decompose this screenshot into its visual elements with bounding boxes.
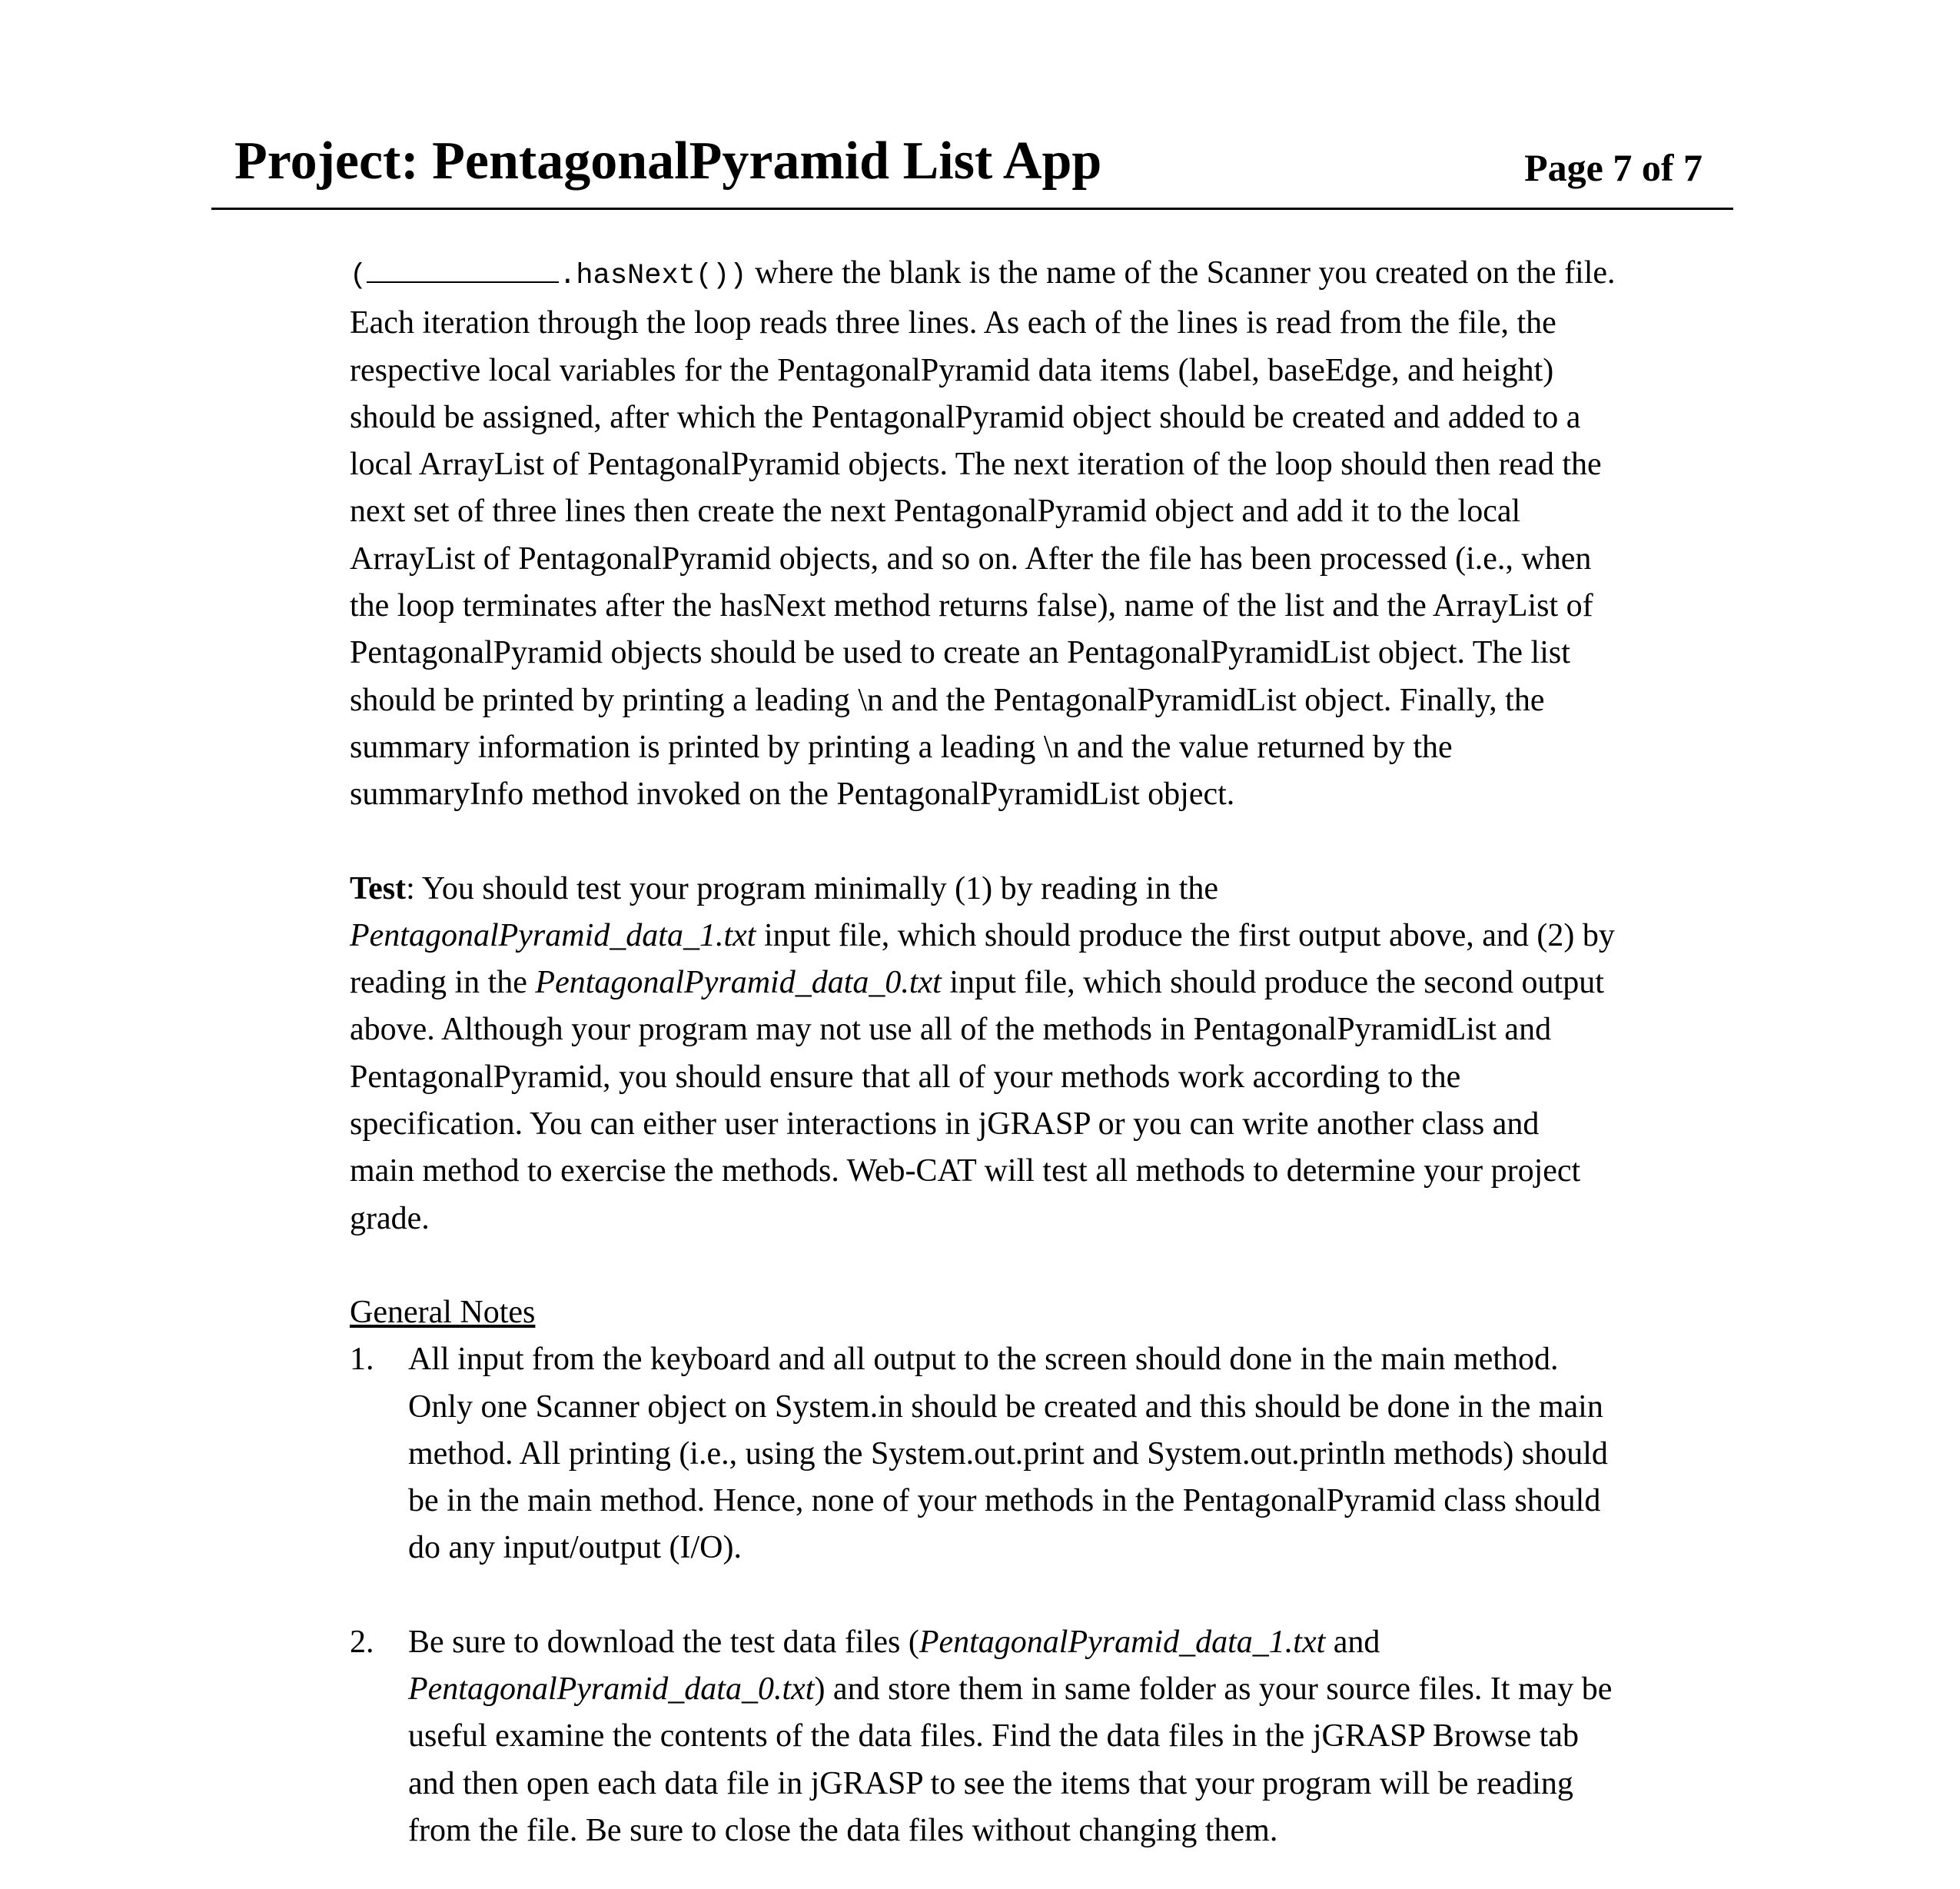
paragraph-line [350, 959, 1756, 1006]
paragraph-line: method. All printing (i.e., using the System.out.print and System.out.println methods) should [408, 1435, 1608, 1472]
paragraph-line [350, 866, 1756, 913]
paragraph-line: useful examine the contents of the data files. Find the data files in the jGRASP Browse tab [408, 1718, 1579, 1754]
paragraph-line [408, 1666, 1756, 1713]
code-open-paren: ( [350, 260, 367, 292]
paragraph-line: should be printed by printing a leading \n and the PentagonalPyramidList object. Finally, the [350, 682, 1545, 718]
paragraph-line [408, 1619, 1756, 1666]
data-file-name: PentagonalPyramid_data_1.txt [919, 1624, 1326, 1660]
paragraph-line: grade. [350, 1200, 430, 1236]
paragraph-line: respective local variables for the PentagonalPyramid data items (label, baseEdge, and height) [350, 352, 1554, 388]
paragraph-line: PentagonalPyramid, you should ensure that all of your methods work according to the [350, 1059, 1461, 1095]
paragraph-text: input file, which should produce the second output [941, 965, 1604, 1001]
paragraph-line [350, 913, 1756, 959]
paragraph-line: main method to exercise the methods. Web-CAT will test all methods to determine your project [350, 1153, 1581, 1189]
test-paragraph [350, 866, 1756, 1242]
list-item [350, 1619, 1756, 1854]
paragraph-line: Only one Scanner object on System.in should be created and this should be done in the main [408, 1388, 1603, 1425]
loop-description-paragraph [350, 250, 1756, 819]
paragraph-line: do any input/output (I/O). [408, 1530, 742, 1566]
paragraph-text: reading in the [350, 965, 536, 1001]
section-heading: General Notes [350, 1294, 536, 1330]
data-file-name: PentagonalPyramid_data_1.txt [350, 917, 756, 953]
paragraph-gap [350, 1242, 1756, 1289]
paragraph-line [350, 250, 1756, 300]
paragraph-line: Each iteration through the loop reads three lines. As each of the lines is read from the file, the [350, 305, 1556, 341]
page-header [211, 131, 1733, 210]
data-file-name: PentagonalPyramid_data_0.txt [535, 965, 942, 1001]
list-item [350, 1336, 1756, 1571]
paragraph-line: ArrayList of PentagonalPyramid objects, and so on. After the file has been processed (i.e., when [350, 540, 1592, 577]
list-number: 1. [350, 1342, 374, 1378]
paragraph-line: All input from the keyboard and all output to the screen should done in the main method. [408, 1342, 1559, 1378]
paragraph-line: PentagonalPyramid objects should be used to create an PentagonalPyramidList object. The list [350, 635, 1570, 671]
paragraph-text: and [1325, 1624, 1380, 1660]
paragraph-line: next set of three lines then create the next PentagonalPyramid object and add it to the local [350, 494, 1521, 530]
paragraph-text: input file, which should produce the first output above, and (2) by [756, 917, 1615, 953]
paragraph-line: from the file. Be sure to close the data files without changing them. [408, 1812, 1278, 1848]
paragraph-line: be in the main method. Hence, none of your methods in the PentagonalPyramid class should [408, 1483, 1601, 1519]
test-label: Test [350, 870, 407, 906]
data-file-name: PentagonalPyramid_data_0.txt [408, 1671, 815, 1708]
paragraph-line: and then open each data file in jGRASP to see the items that your program will be reading [408, 1765, 1573, 1801]
paragraph-line: local ArrayList of PentagonalPyramid objects. The next iteration of the loop should then read the [350, 447, 1602, 483]
scanner-name-blank [367, 255, 559, 283]
paragraph-line: the loop terminates after the hasNext method returns false), name of the list and the ArrayList of [350, 588, 1593, 624]
paragraph-line: summaryInfo method invoked on the PentagonalPyramidList object. [350, 777, 1235, 813]
project-title: Project: PentagonalPyramid List App [234, 131, 1102, 191]
page-number: Page 7 of 7 [1524, 146, 1703, 189]
document-body [350, 250, 1756, 1854]
paragraph-line: should be assigned, after which the PentagonalPyramid object should be created and added to a [350, 399, 1581, 435]
paragraph-text: where the blank is the name of the Scanner you created on the file. [746, 255, 1616, 291]
paragraph-text: Be sure to download the test data files ( [408, 1624, 919, 1660]
paragraph-text: : You should test your program minimally (1) by reading in the [406, 870, 1219, 906]
paragraph-line: specification. You can either user interactions in jGRASP or you can write another class and [350, 1106, 1540, 1142]
paragraph-gap [350, 1572, 1756, 1619]
paragraph-text: ) and store them in same folder as your source files. It may be [814, 1671, 1613, 1708]
paragraph-gap [350, 819, 1756, 866]
list-number: 2. [350, 1624, 374, 1660]
code-hasnext: .hasNext()) [559, 260, 747, 292]
general-notes-section [350, 1289, 1756, 1854]
paragraph-line: above. Although your program may not use all of the methods in PentagonalPyramidList and [350, 1012, 1552, 1048]
paragraph-line: summary information is printed by printing a leading \n and the value returned by the [350, 729, 1453, 765]
